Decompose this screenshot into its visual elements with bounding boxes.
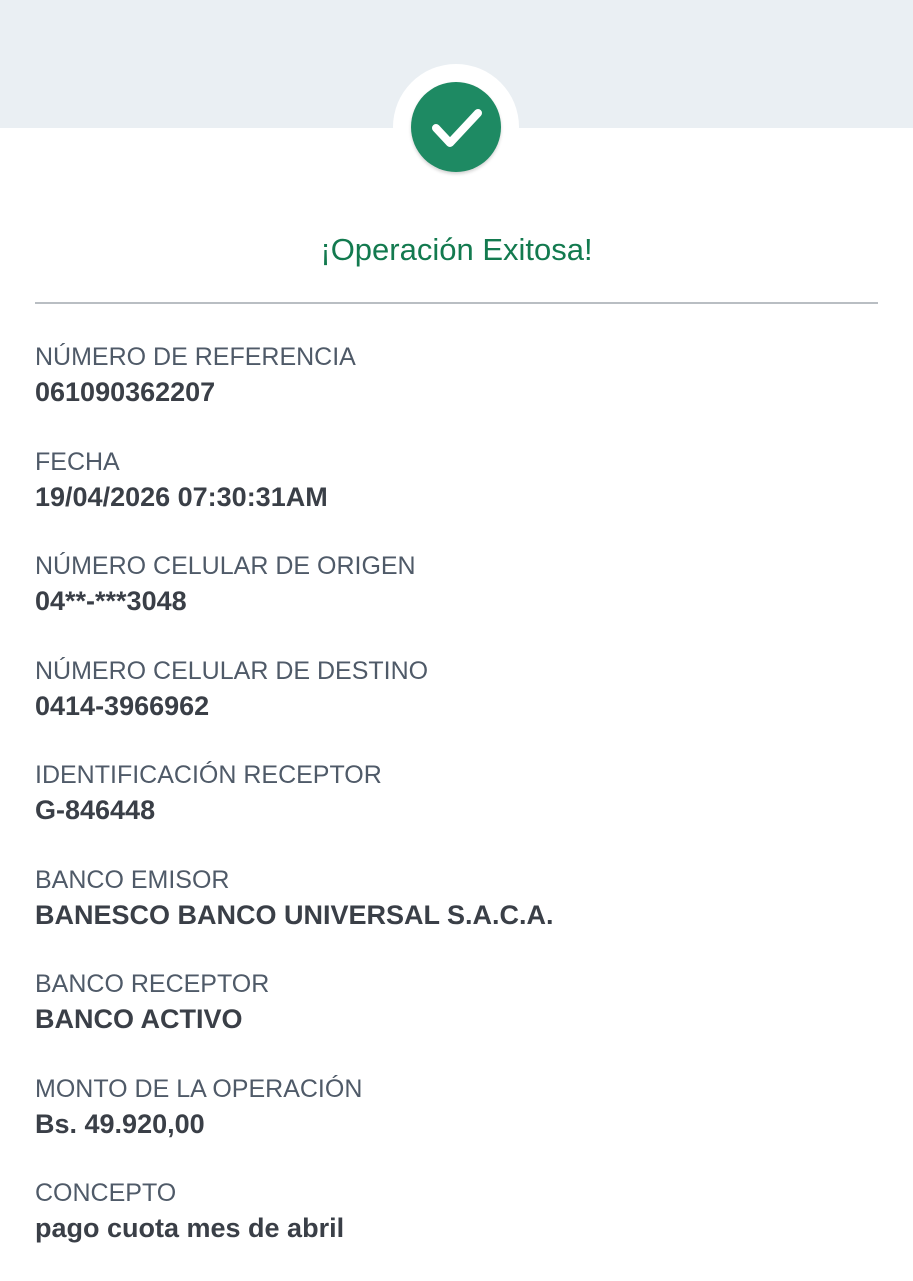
status-badge <box>411 82 501 172</box>
field-label: BANCO EMISOR <box>35 865 230 894</box>
field-label: NÚMERO CELULAR DE ORIGEN <box>35 552 416 580</box>
field-label: BANCO RECEPTOR <box>35 970 270 998</box>
field-date <box>35 445 878 550</box>
field-concept <box>35 1176 878 1281</box>
field-value: Bs. 49.920,00 <box>35 1108 205 1139</box>
divider <box>35 302 878 304</box>
check-circle-icon <box>411 82 501 172</box>
field-issuing-bank <box>35 863 878 968</box>
field-value: 04**-***3048 <box>35 586 187 616</box>
field-label: IDENTIFICACIÓN RECEPTOR <box>35 761 382 789</box>
field-value: 061090362207 <box>35 377 216 407</box>
field-value: BANCO ACTIVO <box>35 1004 243 1034</box>
field-label: FECHA <box>35 447 120 476</box>
field-label: NÚMERO DE REFERENCIA <box>35 343 356 371</box>
field-label: MONTO DE LA OPERACIÓN <box>35 1074 363 1103</box>
field-value: BANESCO BANCO UNIVERSAL S.A.C.A. <box>35 899 554 930</box>
field-value: 0414-3966962 <box>35 690 210 721</box>
page-title: ¡Operación Exitosa! <box>320 232 593 267</box>
field-origin-phone <box>35 549 878 654</box>
field-receiving-bank <box>35 967 878 1072</box>
field-label: CONCEPTO <box>35 1179 177 1207</box>
field-receiver-id <box>35 758 878 863</box>
field-value: G-846448 <box>35 795 156 825</box>
field-value: pago cuota mes de abril <box>35 1213 345 1243</box>
field-reference-number <box>35 340 878 445</box>
receipt-details <box>35 340 878 1281</box>
field-destination-phone <box>35 654 878 759</box>
field-label: NÚMERO CELULAR DE DESTINO <box>35 656 429 685</box>
field-value: 19/04/2026 07:30:31AM <box>35 481 328 512</box>
field-amount <box>35 1072 878 1177</box>
